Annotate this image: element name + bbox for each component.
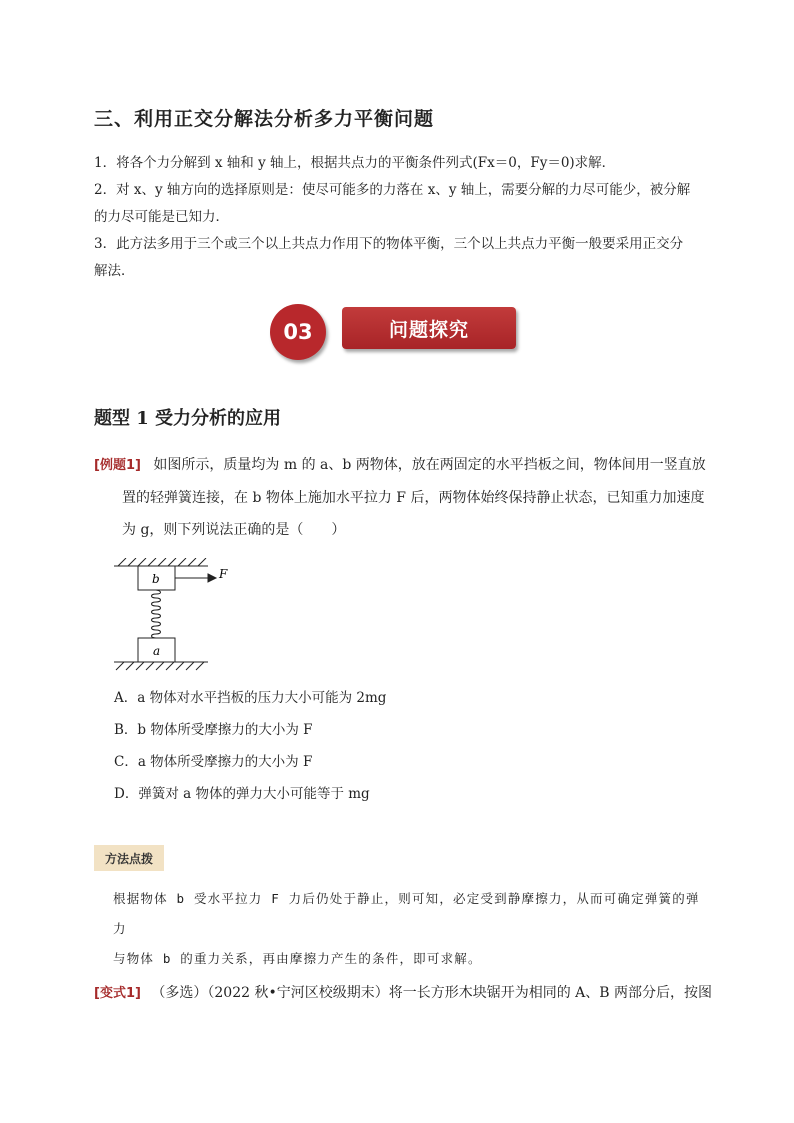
option-b: B．b 物体所受摩擦力的大小为 F xyxy=(114,722,313,738)
section-heading: 三、利用正交分解法分析多力平衡问题 xyxy=(94,108,435,130)
variant-text: （多选）（2022 秋•宁河区校级期末）将一长方形木块锯开为相同的 A、B 两部分后，按图 xyxy=(151,985,713,1001)
option-a: A．a 物体对水平挡板的压力大小可能为 2mg xyxy=(114,690,387,706)
example-line-3: 为 g，则下列说法正确的是（ ） xyxy=(122,522,346,538)
point-2-line-2: 的力尽可能是已知力． xyxy=(94,209,229,225)
point-2-line-1: 2．对 x、y 轴方向的选择原则是：使尽可能多的力落在 x、y 轴上，需要分解的力尽可能少，被分解 xyxy=(94,182,691,198)
variant-question xyxy=(94,978,714,1009)
section-banner-label: 问题探究 xyxy=(342,307,516,349)
force-arrow-head xyxy=(208,574,216,582)
method-line-1: 根据物体 b 受水平拉力 F 力后仍处于静止，则可知，必定受到静摩擦力，从而可确定弹簧的弹力 xyxy=(113,891,700,936)
section-number-badge: 03 xyxy=(270,304,326,360)
option-d: D．弹簧对 a 物体的弹力大小可能等于 mg xyxy=(114,786,370,802)
option-c: C．a 物体所受摩擦力的大小为 F xyxy=(114,754,313,770)
topic-heading: 题型 1 受力分析的应用 xyxy=(94,408,282,429)
method-tip-tag: 方法点拨 xyxy=(94,845,164,871)
point-3-line-1: 3．此方法多用于三个或三个以上共点力作用下的物体平衡，三个以上共点力平衡一般要采用正交分 xyxy=(94,236,684,252)
top-plate-hatch xyxy=(118,558,206,566)
example-line-1: 如图所示，质量均为 m 的 a、b 两物体，放在两固定的水平挡板之间，物体间用一竖直放 xyxy=(153,457,706,473)
bottom-plate-hatch xyxy=(116,662,204,670)
example-question xyxy=(94,450,714,481)
method-line-2: 与物体 b 的重力关系，再由摩擦力产生的条件，即可求解。 xyxy=(113,951,482,966)
point-1: 1．将各个力分解到 x 轴和 y 轴上，根据共点力的平衡条件列式(Fx＝0，Fy＝0)求解． xyxy=(94,155,616,171)
force-label: F xyxy=(219,567,228,581)
block-a-label: a xyxy=(153,644,161,658)
example-line-2: 置的轻弹簧连接，在 b 物体上施加水平拉力 F 后，两物体始终保持静止状态，已知重力加速度 xyxy=(122,490,705,506)
example-tag: [例题1] xyxy=(94,458,141,473)
spring xyxy=(152,590,161,638)
method-tip-text xyxy=(113,884,713,974)
spring-block-figure xyxy=(112,558,252,673)
point-3-line-2: 解法． xyxy=(94,263,135,279)
block-b-label: b xyxy=(152,572,160,586)
variant-tag: [变式1] xyxy=(94,986,141,1001)
